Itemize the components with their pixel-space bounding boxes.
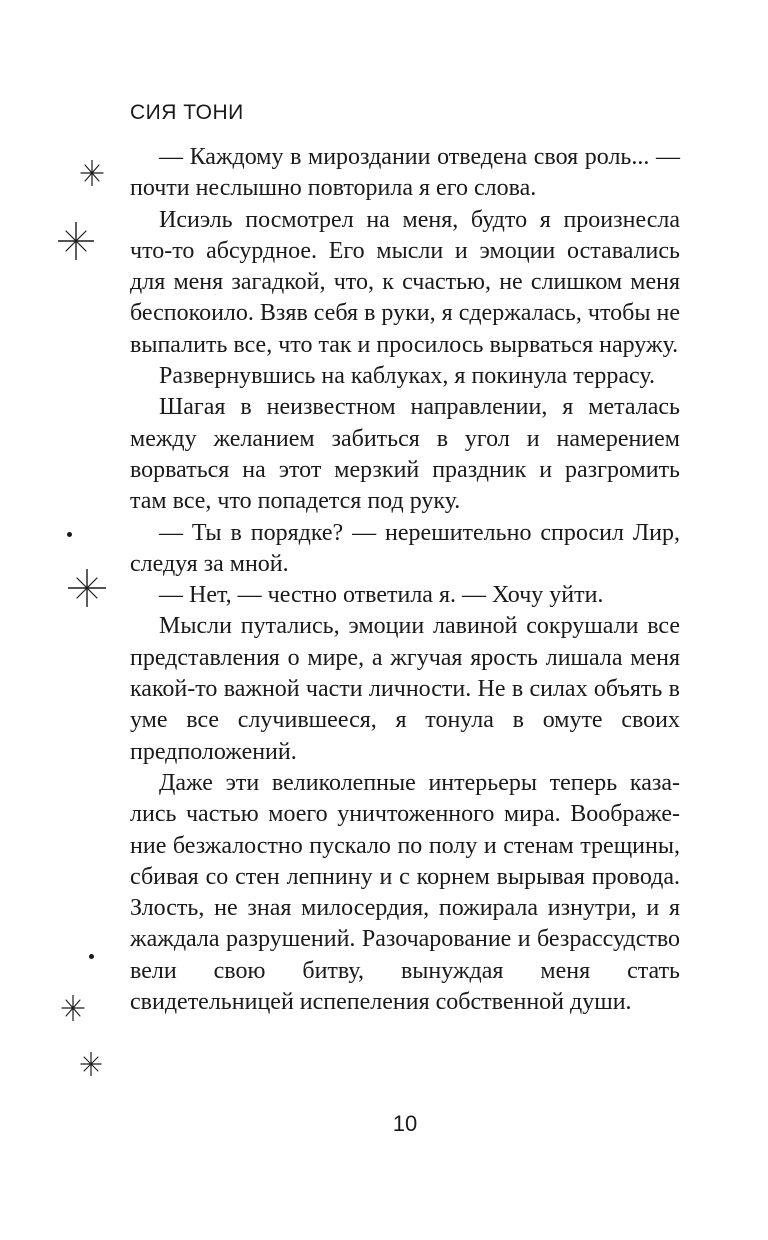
- paragraph: Развернувшись на каблуках, я покинула террасу.: [159, 363, 655, 390]
- running-header: СИЯ ТОНИ: [130, 101, 244, 124]
- paragraph: — Нет, — честно ответила я. — Хочу уйти.: [159, 582, 604, 609]
- dot-icon: [67, 532, 72, 537]
- paragraph: Исиэль посмотрел на меня, будто я произнесла что-то абсурдное. Его мысли и эмоции оставались для меня загадкой, что, к счастью, не слишком меня беспокоило. Взяв себя в руки, я сдержалась, чтобы не выпалить все, что так и просилось вырваться наружу.: [130, 206, 680, 358]
- sparkle-icon: [80, 1052, 102, 1076]
- dot-icon: [89, 954, 94, 959]
- paragraph: Шагая в неизвестном направлении, я металась между желанием забиться в угол и намерением ворваться на этот мерзкий праздник и разгромить там все, что попадется под руку.: [130, 394, 680, 515]
- paragraph: — Ты в порядке? — нерешительно спросил Лир, следуя за мной.: [130, 519, 680, 577]
- sparkle-icon: [61, 995, 85, 1021]
- sparkle-icon: [68, 569, 106, 607]
- sparkle-icon: [80, 160, 104, 186]
- body-text: [130, 142, 680, 1018]
- paragraph: Мысли путались, эмоции лавиной сокрушали все представления о мире, а жгучая ярость лишала меня какой-то важной части личности. Не в силах объять в уме все случившееся, я тонула в омуте своих предположений.: [130, 613, 680, 765]
- paragraph: — Каждому в мироздании отведена своя роль... — почти неслышно повторила я его слова.: [130, 144, 680, 202]
- paragraph: Даже эти великолепные интерьеры теперь казались частью моего уничтоженного мира. Воображение безжалостно пускало по полу и стенам трещины, сбивая со стен лепнину и с корнем вырывая провода. Злость, не зная милосердия, пожирала изнутри, и я жаждала разрушений. Разочарование и безрассудство вели свою битву, вынуждая меня стать свидетельницей испепеления собственной души.: [130, 769, 680, 1016]
- page-number: 10: [392, 1111, 418, 1136]
- sparkle-icon: [58, 222, 94, 260]
